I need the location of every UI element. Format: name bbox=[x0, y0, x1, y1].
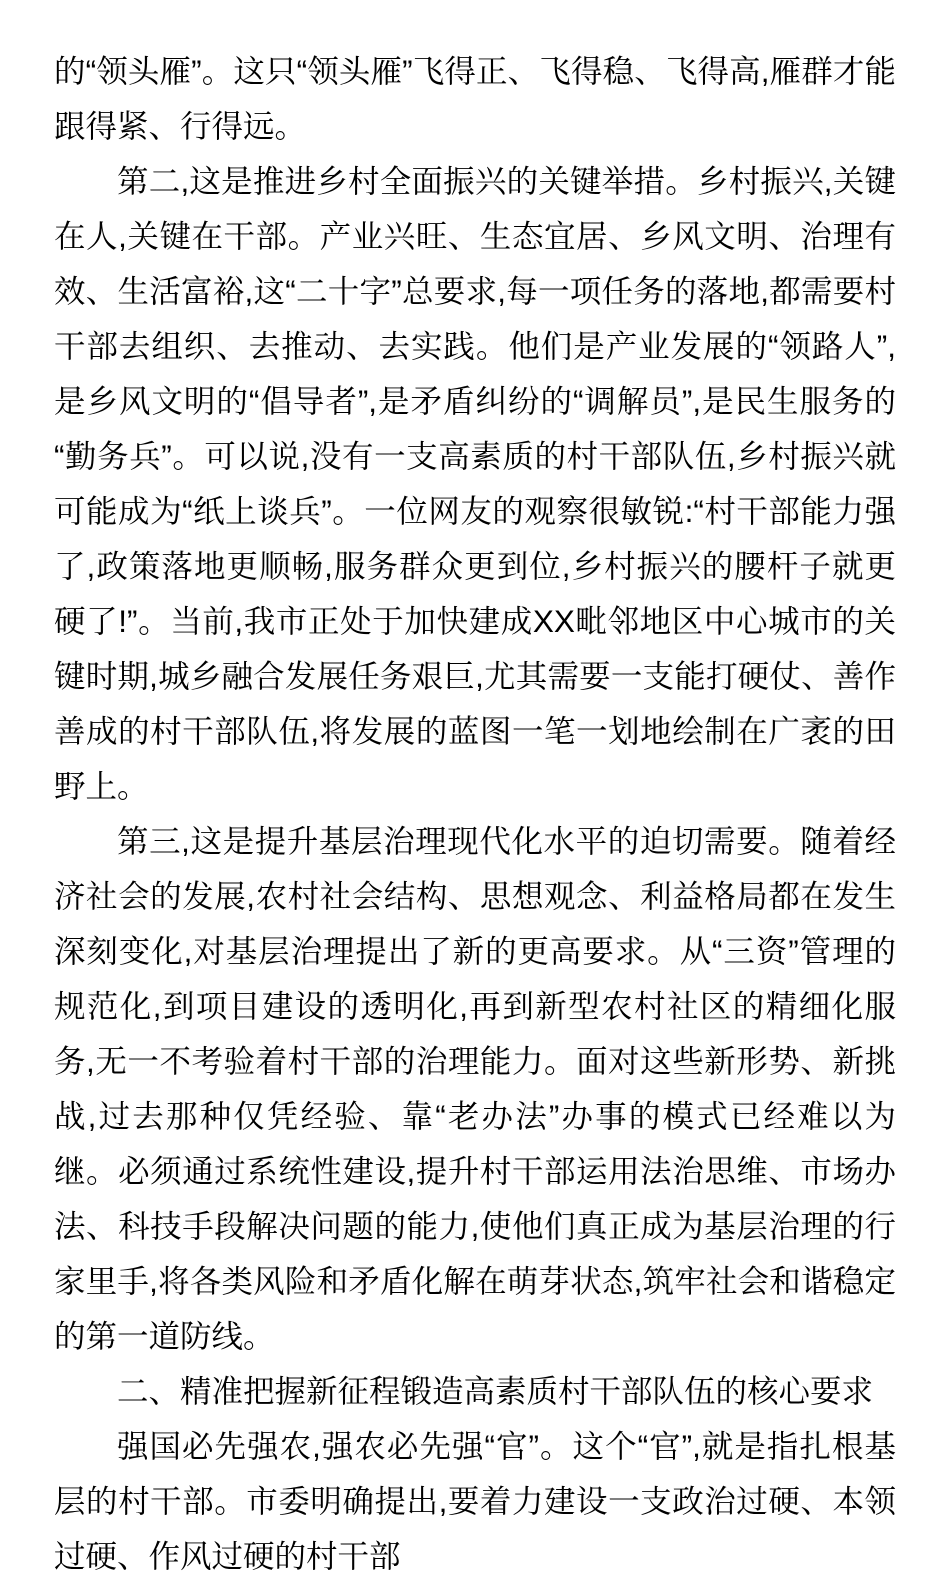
paragraph-third-point: 第三,这是提升基层治理现代化水平的迫切需要。随着经济社会的发展,农村社会结构、思想观念、利益格局都在发生深刻变化,对基层治理提出了新的更高要求。从“三资”管理的规范化,到项目建设的透明化,再到新型农村社区的精细化服务,无一不考验着村干部的治理能力。面对这些新形势、新挑战,过去那种仅凭经验、靠“老办法”办事的模式已经难以为继。必须通过系统性建设,提升村干部运用法治思维、市场办法、科技手段解决问题的能力,使他们真正成为基层治理的行家里手,将各类风险和矛盾化解在萌芽状态,筑牢社会和谐稳定的第一道防线。 bbox=[54, 823, 896, 1354]
page-text-body bbox=[54, 44, 896, 1584]
section-heading-two: 二、精准把握新征程锻造高素质村干部队伍的核心要求 bbox=[117, 1373, 874, 1409]
paragraph-continuation-from-previous-page: 的“领头雁”。这只“领头雁”飞得正、飞得稳、飞得高,雁群才能跟得紧、行得远。 bbox=[54, 53, 896, 144]
paragraph-second-point: 第二,这是推进乡村全面振兴的关键举措。乡村振兴,关键在人,关键在干部。产业兴旺、生态宜居、乡风文明、治理有效、生活富裕,这“二十字”总要求,每一项任务的落地,都需要村干部去组织、去推动、去实践。他们是产业发展的“领路人”,是乡风文明的“倡导者”,是矛盾纠纷的“调解员”,是民生服务的“勤务兵”。可以说,没有一支高素质的村干部队伍,乡村振兴就可能成为“纸上谈兵”。一位网友的观察很敏锐:“村干部能力强了,政策落地更顺畅,服务群众更到位,乡村振兴的腰杆子就更硬了!”。当前,我市正处于加快建成XX毗邻地区中心城市的关键时期,城乡融合发展任务艰巨,尤其需要一支能打硬仗、善作善成的村干部队伍,将发展的蓝图一笔一划地绘制在广袤的田野上。 bbox=[54, 163, 896, 804]
paragraph-fourth-opening: 强国必先强农,强农必先强“官”。这个“官”,就是指扎根基层的村干部。市委明确提出,要着力建设一支政治过硬、本领过硬、作风过硬的村干部 bbox=[54, 1428, 896, 1574]
